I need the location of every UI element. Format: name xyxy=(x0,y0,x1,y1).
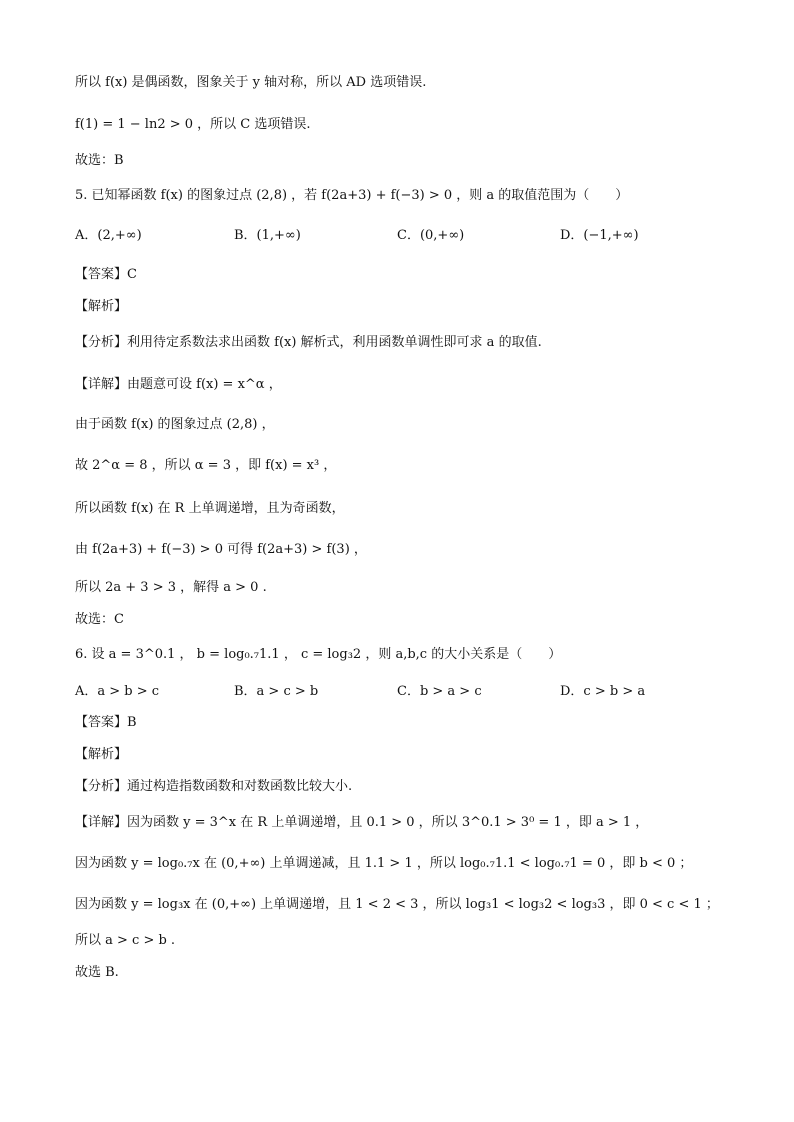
text-line: 【详解】因为函数 y = 3^x 在 R 上单调递增，且 0.1 > 0 ，所以 3^0.1 > 3⁰ = 1 ，即 a > 1 ， xyxy=(75,815,649,830)
text-line: 由 f(2a+3) + f(−3) > 0 可得 f(2a+3) > f(3) ， xyxy=(75,542,367,557)
text-line: 故选 B. xyxy=(75,965,119,980)
text-line: 所以 2a + 3 > 3 ，解得 a > 0 . xyxy=(75,580,267,595)
q6-option-c: C．b > a > c xyxy=(397,684,482,699)
q5-option-c: C．(0,+∞) xyxy=(397,228,465,243)
text-line: 所以 f(x) 是偶函数，图象关于 y 轴对称，所以 AD 选项错误. xyxy=(75,75,427,90)
analysis-label: 【解析】 xyxy=(75,747,128,762)
analysis-label: 【解析】 xyxy=(75,299,128,314)
answer-label: 【答案】C xyxy=(75,267,137,282)
question-5-stem: 5. 已知幂函数 f(x) 的图象过点 (2,8) ，若 f(2a+3) + f(−3) > 0 ，则 a 的取值范围为（ ） xyxy=(75,188,629,203)
text-line: 【详解】由题意可设 f(x) = x^α ， xyxy=(75,377,282,392)
text-line: 【分析】通过构造指数函数和对数函数比较大小. xyxy=(75,779,353,794)
text-line: 【分析】利用待定系数法求出函数 f(x) 解析式，利用函数单调性即可求 a 的取值. xyxy=(75,335,542,350)
text-line: 故选：C xyxy=(75,612,124,627)
q6-option-a: A．a > b > c xyxy=(75,684,160,699)
q6-option-b: B．a > c > b xyxy=(234,684,319,699)
text-line: 故选：B xyxy=(75,153,124,168)
q5-option-d: D．(−1,+∞) xyxy=(560,228,639,243)
text-line: 所以 a > c > b . xyxy=(75,933,176,948)
text-line: 由于函数 f(x) 的图象过点 (2,8) ， xyxy=(75,417,275,432)
text-line: 故 2^α = 8 ，所以 α = 3 ，即 f(x) = x³ ， xyxy=(75,458,337,473)
text-line: f(1) = 1 − ln2 > 0 ，所以 C 选项错误. xyxy=(75,117,311,132)
answer-label: 【答案】B xyxy=(75,715,137,730)
q5-option-b: B．(1,+∞) xyxy=(234,228,301,243)
q5-option-a: A．(2,+∞) xyxy=(75,228,142,243)
q6-option-d: D．c > b > a xyxy=(560,684,646,699)
text-line: 因为函数 y = log₀.₇x 在 (0,+∞) 上单调递减，且 1.1 > 1 ，所以 log₀.₇1.1 < log₀.₇1 = 0 ，即 b < 0 ； xyxy=(75,856,693,871)
text-line: 所以函数 f(x) 在 R 上单调递增，且为奇函数， xyxy=(75,501,345,516)
question-6-stem: 6. 设 a = 3^0.1 ， b = log₀.₇1.1 ， c = log₃2 ，则 a,b,c 的大小关系是（ ） xyxy=(75,647,562,662)
text-line: 因为函数 y = log₃x 在 (0,+∞) 上单调递增，且 1 < 2 < 3 ，所以 log₃1 < log₃2 < log₃3 ，即 0 < c < 1 ； xyxy=(75,897,719,912)
